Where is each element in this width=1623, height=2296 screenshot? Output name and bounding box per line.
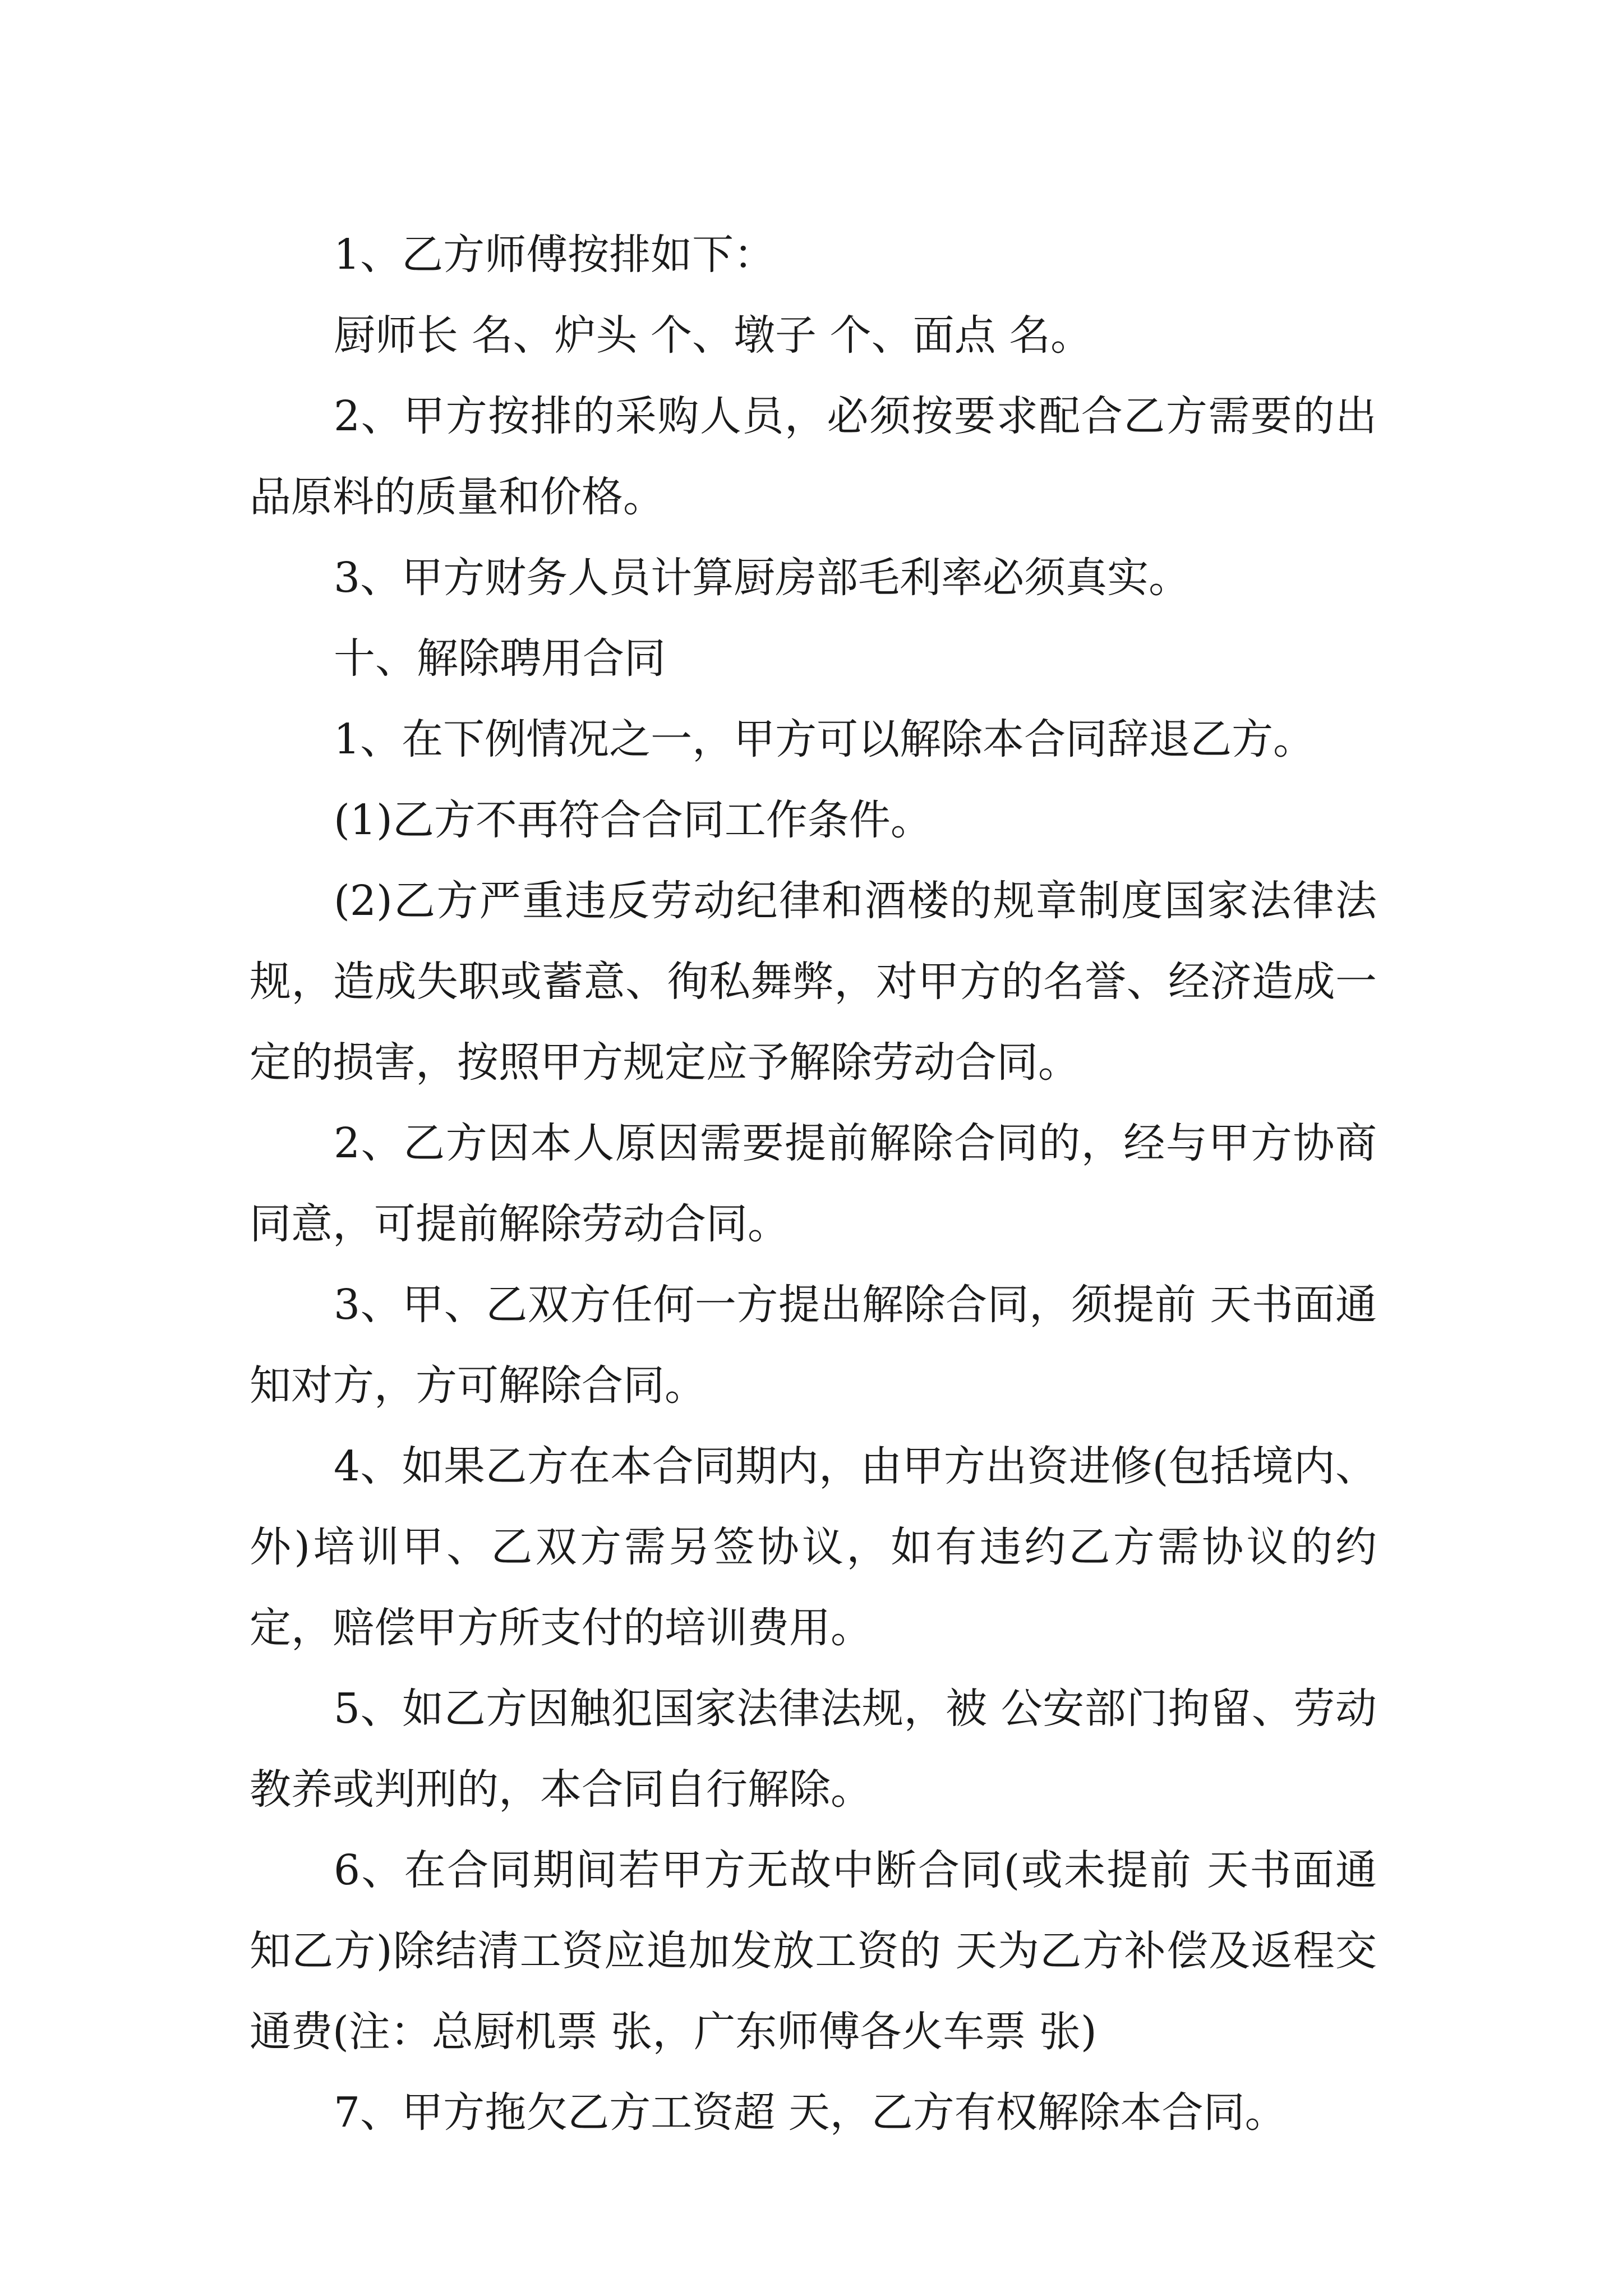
paragraph-legal-violation: 5、如乙方因触犯国家法律法规，被 公安部门拘留、劳动教养或判刑的，本合同自行解除。: [250, 1685, 1377, 1814]
paragraph-training: 4、如果乙方在本合同期内，由甲方出资进修(包括境内、外)培训甲、乙双方需另签协议，如有违约乙方需协议的约定，赔偿甲方所支付的培训费用。: [250, 1442, 1377, 1652]
paragraph-notice: 3、甲、乙双方任何一方提出解除合同，须提前 天书面通知对方，方可解除合同。: [250, 1281, 1377, 1410]
paragraph-staff-list: 厨师长 名、炉头 个、墩子 个、面点 名。: [334, 311, 1092, 360]
paragraph-compensation: 6、在合同期间若甲方无故中断合同(或未提前 天书面通知乙方)除结清工资应追加发放工资的 天为乙方补偿及返程交通费(注：总厨机票 张，广东师傅各火车票 张): [250, 1846, 1377, 2056]
paragraph-master-arrangement: 1、乙方师傅按排如下：: [334, 231, 776, 279]
paragraph-condition-2: (2)乙方严重违反劳动纪律和酒楼的规章制度国家法律法规，造成失职或蓄意、徇私舞弊，对甲方的名誉、经济造成一定的损害，按照甲方规定应予解除劳动合同。: [250, 877, 1377, 1087]
section-heading-termination: 十、解除聘用合同: [334, 634, 666, 683]
paragraph-purchasing: 2、甲方按排的采购人员，必须按要求配合乙方需要的出品原料的质量和价格。: [250, 392, 1377, 521]
paragraph-condition-1: (1)乙方不再符合合同工作条件。: [334, 796, 932, 844]
paragraph-finance: 3、甲方财务人员计算厨房部毛利率必须真实。: [334, 554, 1191, 602]
paragraph-termination-conditions: 1、在下例情况之一，甲方可以解除本合同辞退乙方。: [334, 715, 1315, 763]
paragraph-wage-arrears: 7、甲方拖欠乙方工资超 天，乙方有权解除本合同。: [334, 2088, 1287, 2137]
document-body: [250, 214, 1377, 2153]
paragraph-early-termination: 2、乙方因本人原因需要提前解除合同的，经与甲方协商同意，可提前解除劳动合同。: [250, 1119, 1377, 1248]
